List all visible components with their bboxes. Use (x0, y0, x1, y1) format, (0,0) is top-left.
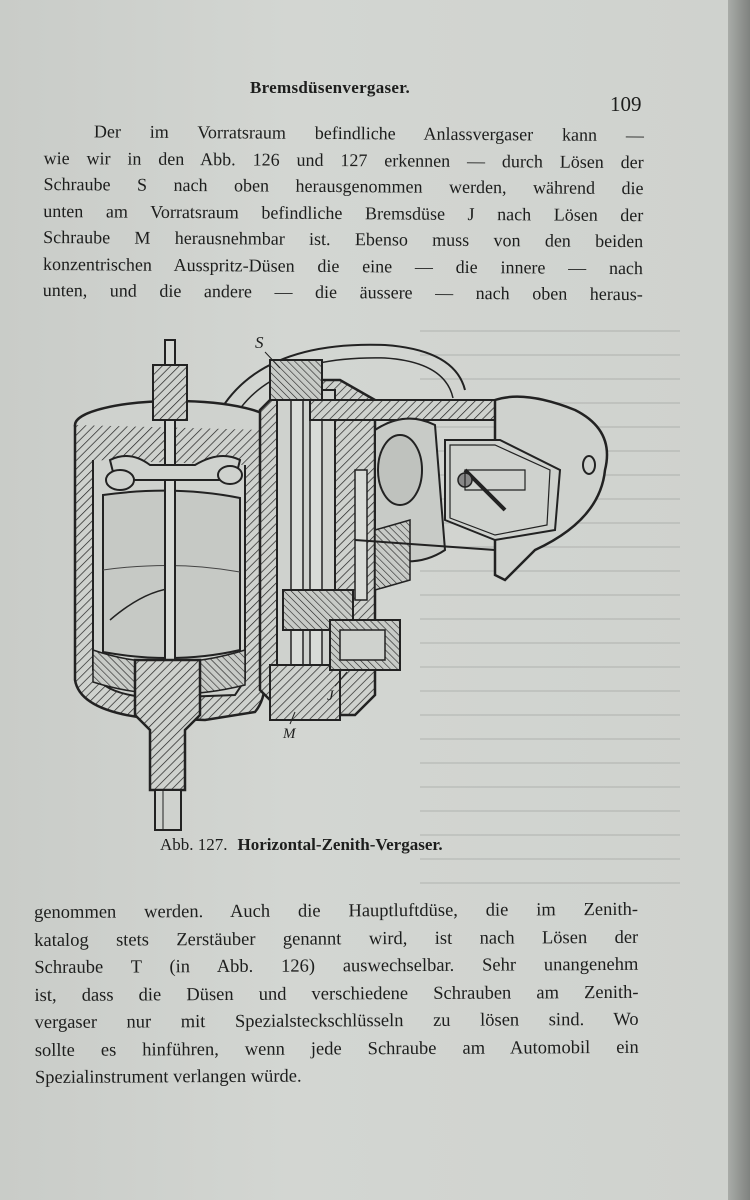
text-line: vergaser nur mit Spezialsteckschlüsseln zu lösen sind. Wo (34, 1009, 639, 1033)
caption-title: Horizontal-Zenith-Vergaser. (237, 835, 443, 854)
text-line: Schraube M herausnehmbar ist. Ebenso muss von den beiden (43, 226, 644, 252)
text-line: Der im Vorratsraum befindliche Anlassvergaser kann — (93, 121, 644, 146)
text-line: Spezialinstrument verlangen würde. (34, 1066, 302, 1088)
page-edge-shadow (728, 0, 750, 1200)
running-title: Bremsdüsenvergaser. (250, 78, 411, 97)
text-line: unten, und die andere — die äussere — nach oben heraus- (42, 279, 643, 305)
paragraph-top (43, 118, 644, 308)
text-line: sollte es hinführen, wenn jede Schraube am Automobil ein (34, 1037, 639, 1061)
label-s: S (255, 333, 264, 352)
figure-caption (160, 835, 443, 855)
text-line: wie wir in den Abb. 126 und 127 erkennen — durch Lösen der (43, 147, 644, 172)
text-line: katalog stets Zerstäuber genannt wird, ist nach Lösen der (34, 927, 639, 951)
carburetor-illustration (55, 320, 625, 835)
paragraph-bottom (34, 897, 639, 1093)
text-line: ist, dass die Düsen und verschiedene Schrauben am Zenith- (34, 982, 639, 1006)
text-line: konzentrischen Ausspritz-Düsen die eine — die innere — nach (42, 253, 644, 278)
page-number: 109 (610, 92, 642, 116)
text-line: Schraube S nach oben herausgenommen werden, während die (43, 173, 644, 199)
label-m: M (283, 726, 296, 742)
caption-number: Abb. 127. (160, 835, 228, 854)
label-j: J (327, 688, 334, 704)
text-line: genommen werden. Auch die Hauptluftdüse, die im Zenith- (34, 899, 639, 923)
text-line: unten am Vorratsraum befindliche Bremsdüse J nach Lösen der (43, 200, 644, 225)
text-line: Schraube T (in Abb. 126) auswechselbar. Sehr unangenehm (34, 954, 639, 978)
